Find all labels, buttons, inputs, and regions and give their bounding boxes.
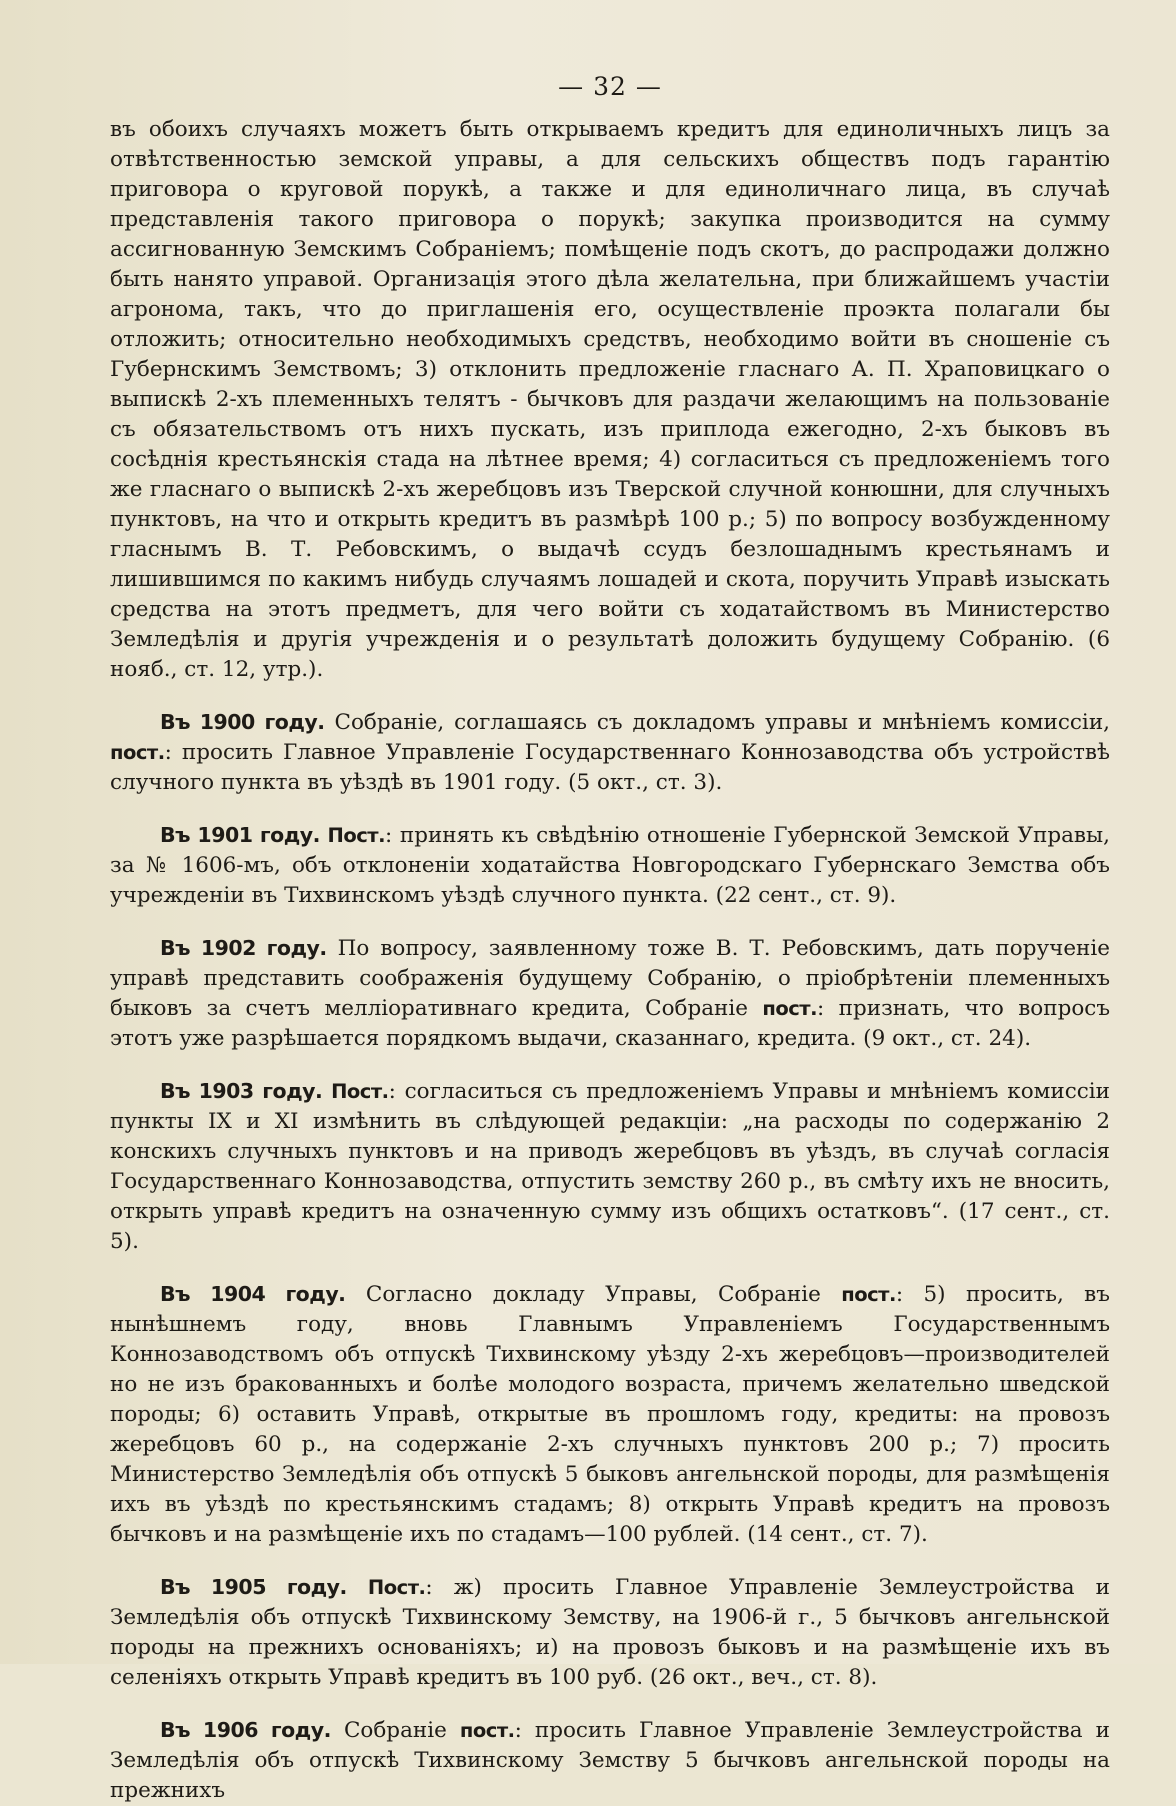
resolution-marker: Пост. xyxy=(367,1576,426,1599)
paragraph-1903 xyxy=(110,1076,1110,1257)
resolution-marker: пост. xyxy=(459,1719,515,1742)
paragraph-text: : принять къ свѣдѣнію отношеніе Губернской Земской Управы, за № 1606-мъ, объ отклоненіи ходатайства Новгородскаго Губернскаго Земства объ учрежденіи въ Тихвинскомъ уѣздѣ случного пункта. (22 сент., ст. 9). xyxy=(110,823,1110,908)
paragraph-text: въ обоихъ случаяхъ можетъ быть открываемъ кредитъ для единоличныхъ лицъ за отвѣтственностью земской управы, а для сельскихъ обществъ подъ гарантію приговора о круговой порукѣ, а также и для единоличнаго лица, въ случаѣ представленія такого приговора о порукѣ; закупка производится на сумму ассигнованную Земскимъ Собраніемъ; помѣщеніе подъ скотъ, до распродажи должно быть нанято управой. Организація этого дѣла желательна, при ближайшемъ участіи агронома, такъ, что до приглашенія его, осуществленіе проэкта полагали бы отложить; относительно необходимыхъ средствъ, необходимо войти въ сношеніе съ Губернскимъ Земствомъ; 3) отклонить предложеніе гласнаго А. П. Храповицкаго о выпискѣ 2-хъ племенныхъ телятъ - бычковъ для раздачи желающимъ на пользованіе съ обязательствомъ отъ нихъ пускать, изъ приплода ежегодно, 2-хъ быковъ въ сосѣднія крестьянскія стада на лѣтнее время; 4) согласиться съ предложеніемъ того же гласнаго о выпискѣ 2-хъ жеребцовъ изъ Тверской случной конюшни, для случныхъ пунктовъ, на что и открыть кредитъ въ размѣрѣ 100 р.; 5) по вопросу возбужденному гласнымъ В. Т. Ребовскимъ, о выдачѣ ссудъ безлошаднымъ крестьянамъ и лишившимся по какимъ нибудь случаямъ лошадей и скота, поручить Управѣ изыскать средства на этотъ предметъ, для чего войти съ ходатайствомъ въ Министерство Земледѣлія и другія учрежденія и о результатѣ доложить будущему Собранію. (6 нояб., ст. 12, утр.). xyxy=(110,117,1110,682)
paragraph-text: Собраніе, соглашаясь съ докладомъ управы и мнѣніемъ комиссіи, xyxy=(324,710,1110,735)
body-text xyxy=(110,115,1110,1806)
year-heading: Въ 1901 году. xyxy=(160,823,320,847)
year-heading: Въ 1905 году. xyxy=(160,1575,347,1599)
paragraph-text: : согласиться съ предложеніемъ Управы и мнѣніемъ комиссіи пункты IX и XI измѣнить въ слѣдующей редакціи: „на расходы по содержанію 2 конскихъ случныхъ пунктовъ и на приводъ жеребцовъ въ уѣздъ, въ случаѣ согласія Государственнаго Коннозаводства, отпустить земству 260 р., въ смѣту ихъ не вносить, открыть управѣ кредитъ на означенную сумму изъ общихъ остатковъ“. (17 сент., ст. 5). xyxy=(110,1079,1110,1254)
paragraph-text: По вопросу, заявленному тоже В. Т. Ребовскимъ, дать порученіе управѣ представить соображенія будущему Собранію, о пріобрѣтеніи племенныхъ быковъ за счетъ мелліоративнаго кредита, Собраніе xyxy=(110,936,1110,1021)
paragraph-1901 xyxy=(110,820,1110,911)
paragraph-text: : ж) просить Главное Управленіе Землеустройства и Земледѣлія объ отпускѣ Тихвинскому Земству, на 1906-й г., 5 бычковъ ангельнской породы на прежнихъ основаніяхъ; и) на провозъ быковъ и на размѣщеніе ихъ въ селеніяхъ открыть Управѣ кредитъ въ 100 руб. (26 окт., веч., ст. 8). xyxy=(110,1575,1110,1690)
paragraph-1905 xyxy=(110,1572,1110,1693)
resolution-marker: Пост. xyxy=(327,824,386,847)
page-number: — 32 — xyxy=(558,72,662,101)
paragraph-1906 xyxy=(110,1715,1110,1806)
paragraph-1900 xyxy=(110,707,1110,798)
paragraph-text: : 5) просить, въ нынѣшнемъ году, вновь Главнымъ Управленіемъ Государственнымъ Коннозаводствомъ объ отпускѣ Тихвинскому уѣзду 2-хъ жеребцовъ—производителей но не изъ бракованныхъ и болѣе молодого возраста, причемъ желательно шведской породы; 6) оставить Управѣ, открытые въ прошломъ году, кредиты: на провозъ жеребцовъ 60 р., на содержаніе 2-хъ случныхъ пунктовъ 200 р.; 7) просить Министерство Земледѣлія объ отпускѣ 5 быковъ ангельнской породы, для размѣщенія ихъ въ уѣздѣ по крестьянскимъ стадамъ; 8) открыть Управѣ кредитъ на провозъ бычковъ и на размѣщеніе ихъ по стадамъ—100 рублей. (14 сент., ст. 7). xyxy=(110,1282,1110,1547)
paragraph-text: : признать, что вопросъ этотъ уже разрѣшается порядкомъ выдачи, сказаннаго, кредита. (9 окт., ст. 24). xyxy=(110,996,1110,1051)
paragraph-text: Согласно докладу Управы, Собраніе xyxy=(345,1282,821,1307)
year-heading: Въ 1904 году. xyxy=(160,1282,346,1306)
paragraph-continuation xyxy=(110,115,1110,685)
year-heading: Въ 1902 году. xyxy=(160,936,327,960)
paragraph-text: : просить Главное Управленіе Государственнаго Коннозаводства объ устройствѣ случного пункта въ уѣздѣ въ 1901 году. (5 окт., ст. 3). xyxy=(110,740,1110,795)
resolution-marker: пост. xyxy=(841,1283,896,1306)
resolution-marker: пост. xyxy=(110,741,165,764)
paragraph-text: : просить Главное Управленіе Землеустройства и Земледѣлія объ отпускѣ Тихвинскому Земству 5 бычковъ ангельнской породы на прежнихъ xyxy=(110,1718,1110,1803)
paragraph-1902 xyxy=(110,933,1110,1054)
year-heading: Въ 1903 году. xyxy=(160,1079,323,1103)
year-heading: Въ 1906 году. xyxy=(160,1718,331,1742)
resolution-marker: пост. xyxy=(762,997,818,1020)
paragraph-text: Собраніе xyxy=(330,1718,447,1743)
paragraph-1904 xyxy=(110,1279,1110,1550)
year-heading: Въ 1900 году. xyxy=(160,710,325,734)
resolution-marker: Пост. xyxy=(331,1080,389,1103)
